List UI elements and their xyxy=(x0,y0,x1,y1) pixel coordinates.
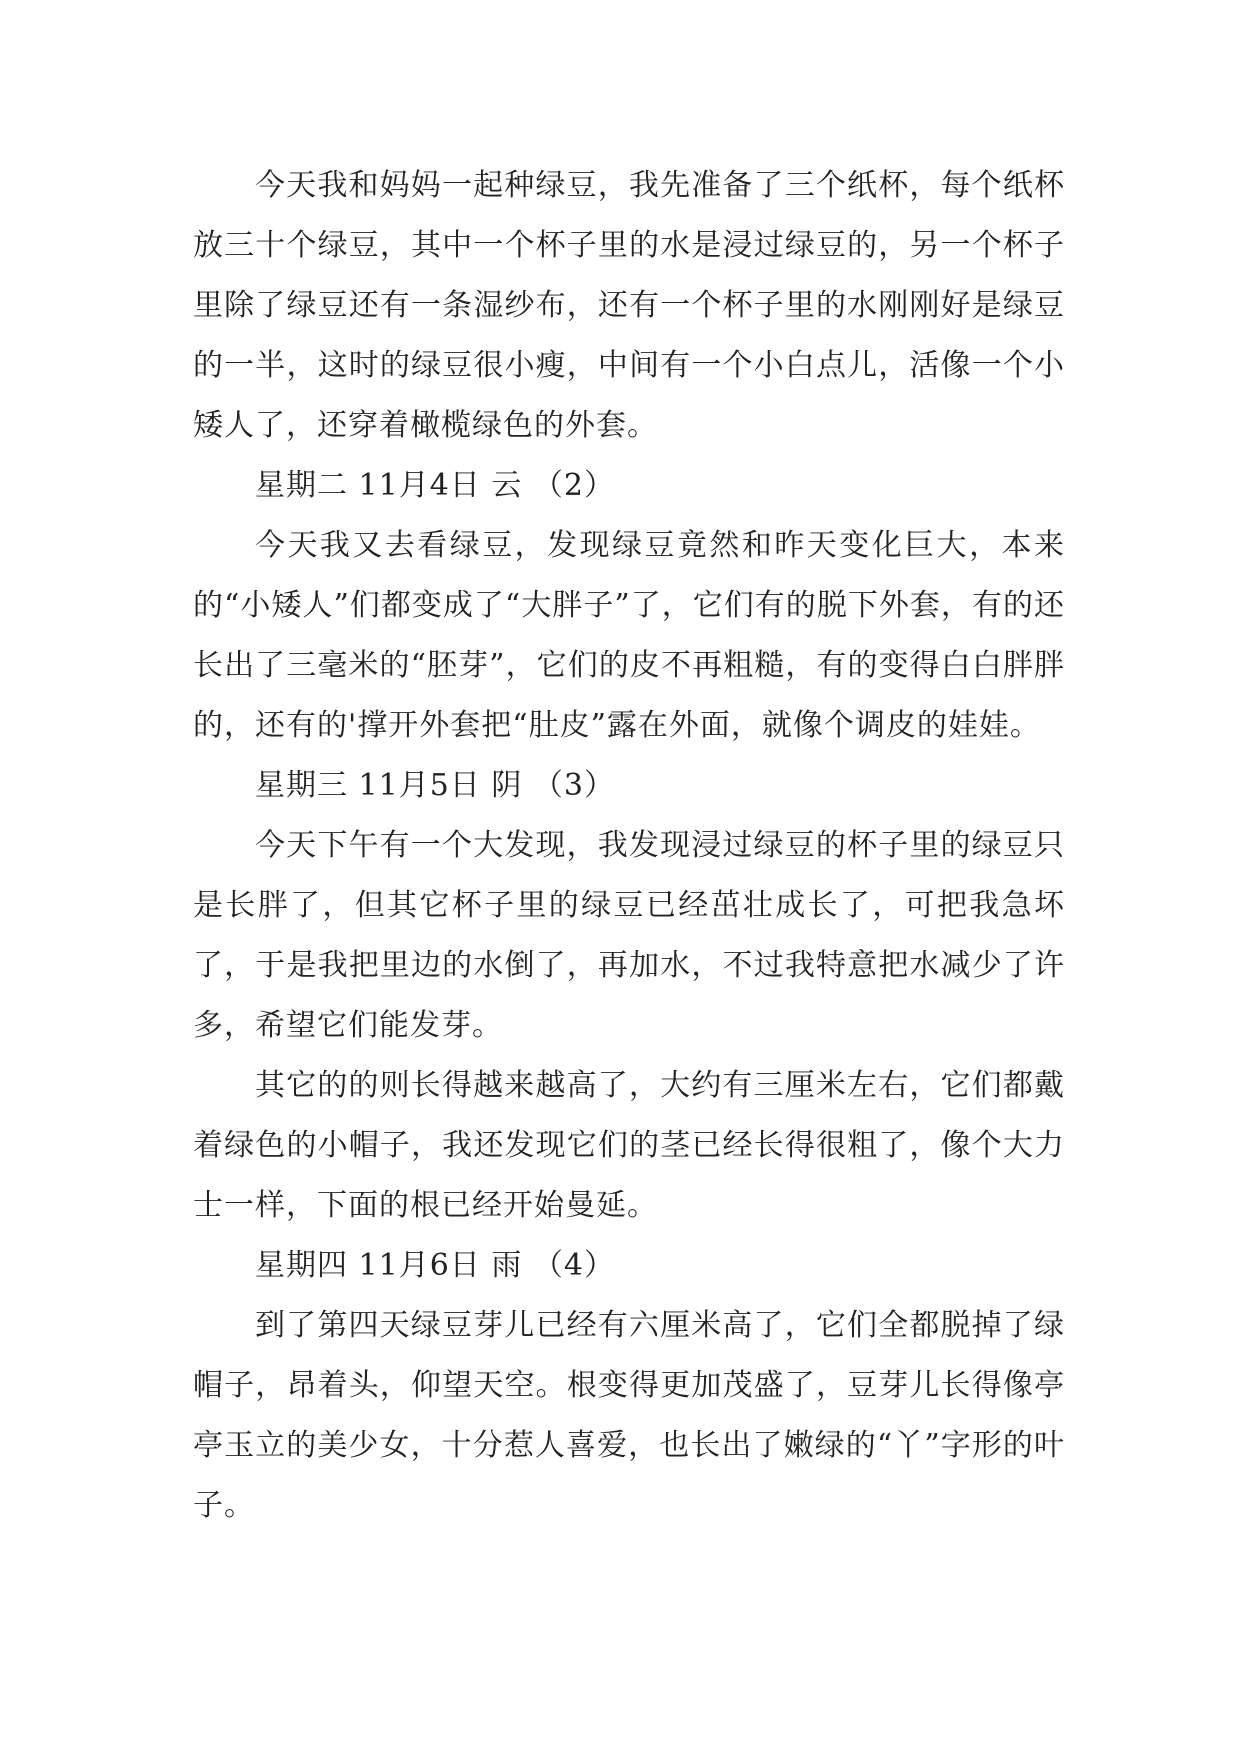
diary-heading-day4: 星期四 11月6日 雨 （4） xyxy=(255,1248,615,1283)
diary-heading-day2: 星期二 11月4日 云 （2） xyxy=(255,468,615,503)
paragraph-day2: 今天我又去看绿豆，发现绿豆竟然和昨天变化巨大，本来的“小矮人”们都变成了“大胖子”了，它们有的脱下外套，有的还长出了三毫米的“胚芽”，它们的皮不再粗糙，有的变得白白胖胖的，还有的'撑开外套把“肚皮”露在外面，就像个调皮的娃娃。 xyxy=(193,528,1065,743)
paragraph-day1: 今天我和妈妈一起种绿豆，我先准备了三个纸杯，每个纸杯放三十个绿豆，其中一个杯子里的水是浸过绿豆的，另一个杯子里除了绿豆还有一条湿纱布，还有一个杯子里的水刚刚好是绿豆的一半，这时的绿豆很小瘦，中间有一个小白点儿，活像一个小矮人了，还穿着橄榄绿色的外套。 xyxy=(193,168,1065,443)
document-body xyxy=(193,156,1065,1536)
paragraph-day4: 到了第四天绿豆芽儿已经有六厘米高了，它们全都脱掉了绿帽子，昂着头，仰望天空。根变得更加茂盛了，豆芽儿长得像亭亭玉立的美少女，十分惹人喜爱，也长出了嫩绿的“丫”字形的叶子。 xyxy=(193,1308,1065,1523)
paragraph-day3-b: 其它的的则长得越来越高了，大约有三厘米左右，它们都戴着绿色的小帽子，我还发现它们的茎已经长得很粗了，像个大力士一样，下面的根已经开始曼延。 xyxy=(193,1068,1065,1223)
paragraph-day3-a: 今天下午有一个大发现，我发现浸过绿豆的杯子里的绿豆只是长胖了，但其它杯子里的绿豆已经茁壮成长了，可把我急坏了，于是我把里边的水倒了，再加水，不过我特意把水减少了许多，希望它们能发芽。 xyxy=(193,828,1065,1043)
diary-heading-day3: 星期三 11月5日 阴 （3） xyxy=(255,768,615,803)
